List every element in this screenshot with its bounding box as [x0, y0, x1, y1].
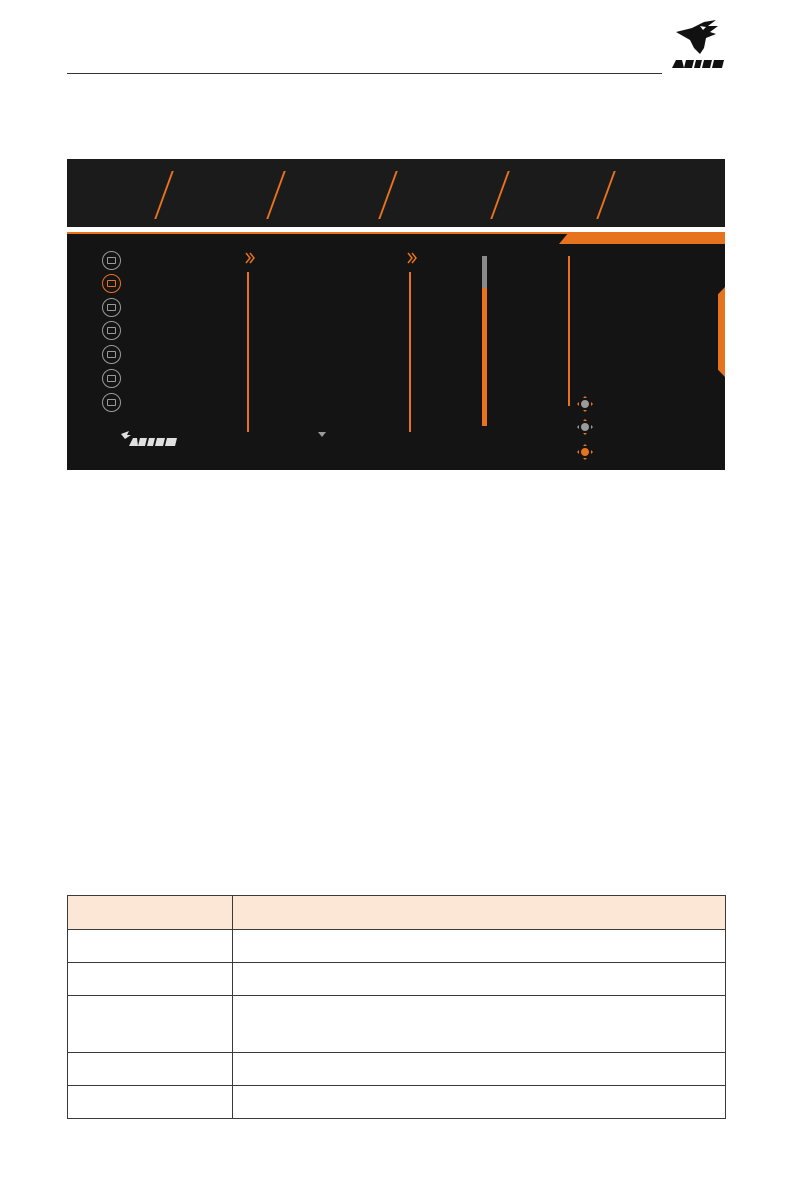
- table-header-row: [68, 896, 726, 930]
- aorus-logo: [119, 430, 189, 448]
- joystick-move-icon: [576, 395, 594, 413]
- osd-screenshot: [67, 159, 725, 470]
- chevron-right-icon: [245, 252, 255, 264]
- osd-menu-panel: [67, 232, 725, 470]
- column-separator: [247, 272, 249, 432]
- table-cell: [233, 930, 726, 963]
- reset-icon[interactable]: [102, 393, 121, 412]
- column-separator: [568, 256, 570, 406]
- column-separator: [409, 272, 411, 432]
- table-row: [68, 1086, 726, 1119]
- table-row: [68, 963, 726, 996]
- gear-icon[interactable]: [102, 345, 121, 364]
- info-divider: [490, 171, 509, 219]
- table-cell: [233, 963, 726, 996]
- side-tab: [718, 287, 725, 377]
- table-cell: [68, 930, 233, 963]
- table-row: [68, 996, 726, 1053]
- chevron-down-icon[interactable]: [318, 432, 326, 437]
- table-cell: [68, 996, 233, 1053]
- aorus-eagle-logo: [670, 18, 726, 78]
- joystick-select-icon: [576, 418, 594, 436]
- table-header-cell: [68, 896, 233, 930]
- info-divider: [154, 171, 173, 219]
- table-row: [68, 1053, 726, 1086]
- display-input-icon[interactable]: [102, 298, 121, 317]
- gamepad-icon[interactable]: [102, 251, 121, 270]
- table-cell: [68, 963, 233, 996]
- table-cell: [233, 1086, 726, 1119]
- save-settings-icon[interactable]: [102, 369, 121, 388]
- info-divider: [266, 171, 285, 219]
- accent-tab: [559, 232, 725, 244]
- table-cell: [233, 1053, 726, 1086]
- info-divider: [378, 171, 397, 219]
- joystick-press-icon: [576, 443, 594, 461]
- header-rule: [67, 73, 662, 74]
- table-cell: [233, 996, 726, 1053]
- table-cell: [68, 1053, 233, 1086]
- osd-info-bar: [67, 159, 725, 227]
- slider-handle[interactable]: [482, 256, 487, 288]
- settings-table: [67, 895, 726, 1119]
- table-row: [68, 930, 726, 963]
- info-divider: [596, 171, 615, 219]
- picture-icon[interactable]: [102, 274, 121, 293]
- table-cell: [68, 1086, 233, 1119]
- table-header-cell: [233, 896, 726, 930]
- chevron-right-icon: [407, 252, 417, 264]
- pip-icon[interactable]: [102, 321, 121, 340]
